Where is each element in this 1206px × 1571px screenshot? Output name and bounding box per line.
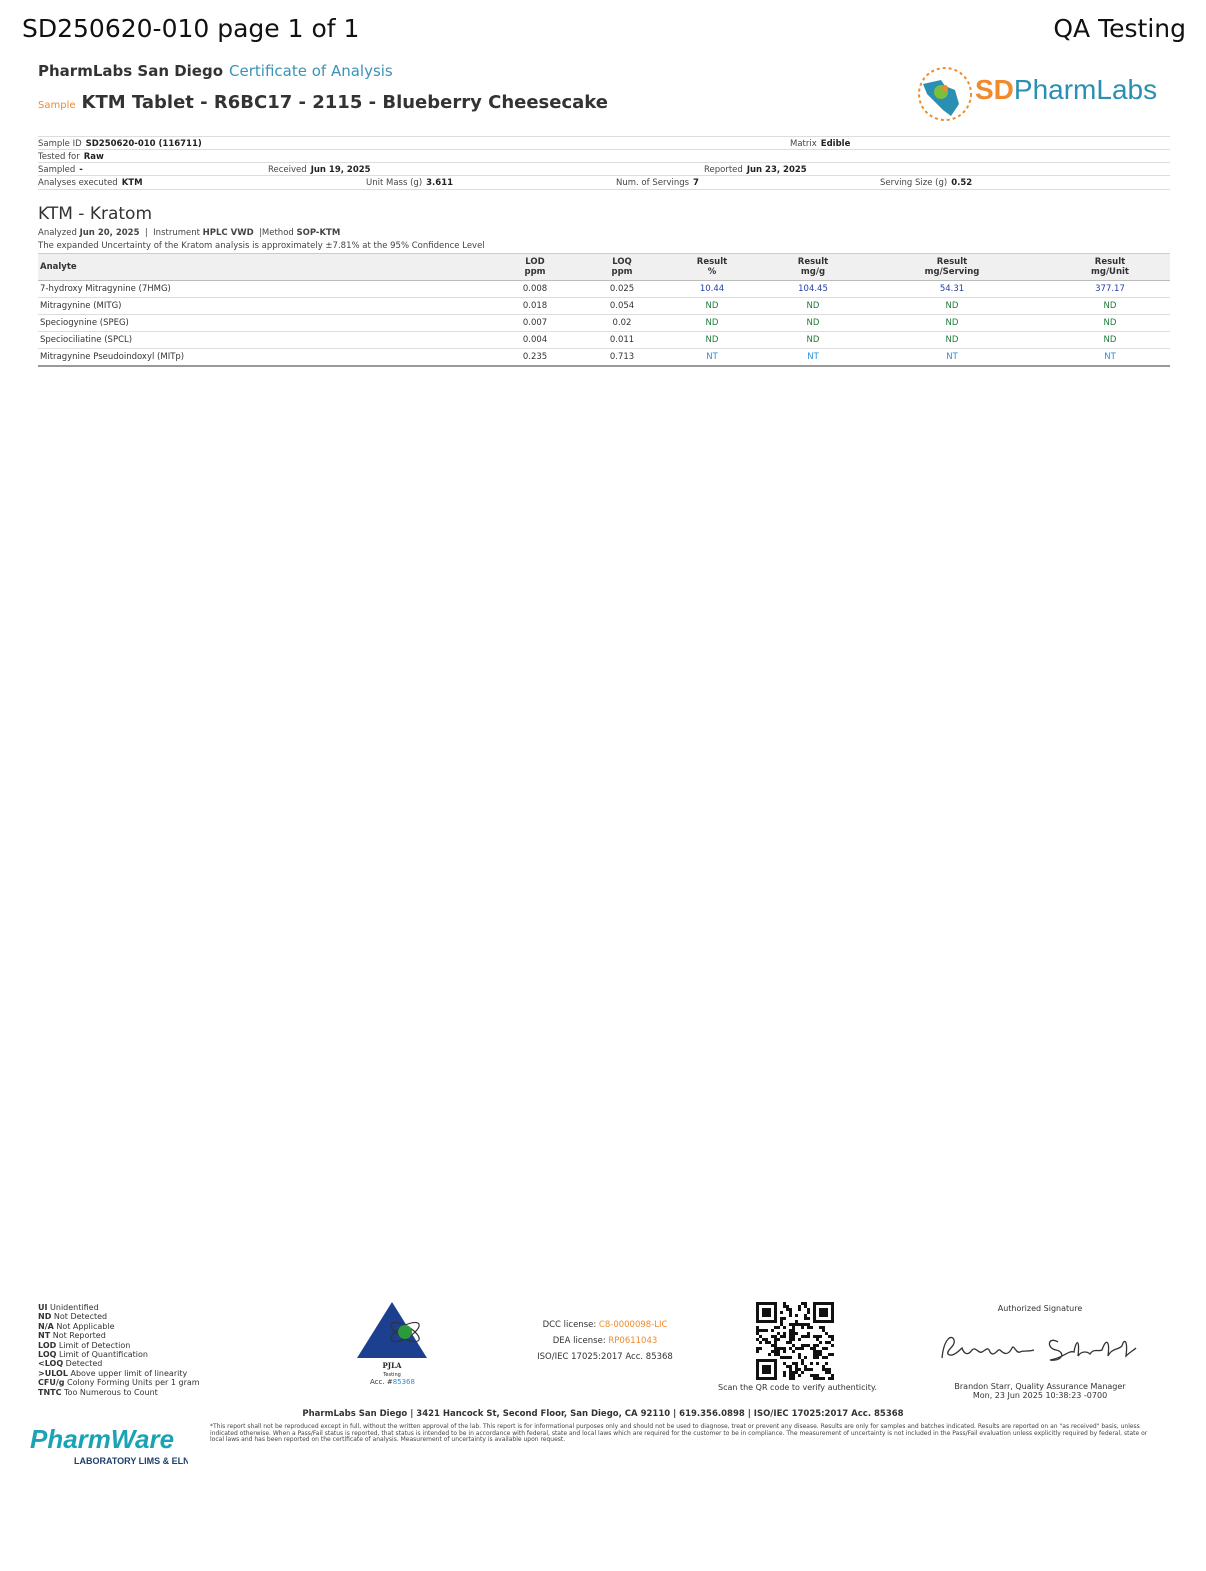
reported: Reported Jun 23, 2025 [704,165,807,175]
result-mgg-cell: NT [772,349,854,367]
sample-tag: Sample [38,100,76,111]
num-servings: Num. of Servings 7 [616,178,699,188]
uncertainty-note: The expanded Uncertainty of the Kratom analysis is approximately ±7.81% at the 95% Confidence Level [38,241,485,251]
lod-cell: 0.008 [478,281,592,298]
legend-abbr: TNTC [38,1387,62,1397]
legend-text: Limit of Detection [58,1340,131,1350]
col-result-mgunit: Result mg/Unit [1050,254,1170,281]
signer-info [930,1382,1150,1400]
sample-name: KTM Tablet - R6BC17 - 2115 - Blueberry Cheesecake [81,92,608,113]
results-table [38,253,1170,367]
result-mgunit-cell: ND [1050,332,1170,349]
legend-abbr: CFU/g [38,1378,65,1388]
legend-abbr: >ULOL [38,1368,68,1378]
disclaimer: *This report shall not be reproduced except in full, without the written approval of the lab. This report is for informational purposes only and should not be used to diagnose, treat or prevent any disease. Results are only for samples and batches indicated. Results are reported on an "as received" basis, unless indicated otherwise. When a Pass/Fail status is reported, that status is intended to be in accordance with federal, state and local laws which are required for the customer to be in compliance. The measurement of uncertainty is not included in the Pass/Fail evaluation unless explicitly required by federal, state or local laws and has been reported on the certificate of analysis. Measurement of uncertainty is available upon request. [210,1423,1148,1443]
analysis-details: Analyzed Jun 20, 2025 | Instrument HPLC VWD |Method SOP-KTM [38,228,341,238]
col-result-pct: Result % [652,254,772,281]
result-mgg-cell: ND [772,298,854,315]
tested-for: Tested for Raw [38,152,104,162]
sdpharmlabs-logo [915,64,1175,124]
loq-cell: 0.713 [592,349,652,367]
result-mgg-cell: ND [772,315,854,332]
col-analyte: Analyte [38,254,478,281]
sampled: Sampled - [38,165,83,175]
logo-wordmark [975,74,1157,106]
received: Received Jun 19, 2025 [268,165,371,175]
legend-abbr: NT [38,1331,51,1341]
legend-item [38,1388,200,1397]
result-mgserving-cell: 54.31 [854,281,1050,298]
pharmware-sub: LABORATORY LIMS & ELN [74,1456,188,1466]
result-mgg-cell: ND [772,332,854,349]
pjla-acc: Acc. #85368 [370,1378,415,1386]
handwritten-signature [938,1328,1138,1368]
legend-abbr: <LOQ [38,1359,64,1369]
loq-cell: 0.02 [592,315,652,332]
legend-abbr: ND [38,1312,52,1322]
table-row [38,298,1170,315]
info-row-1 [38,136,1170,150]
result-mgunit-cell: NT [1050,349,1170,367]
pjla-accreditation [355,1300,430,1390]
dcc-license: DCC license: C8-0000098-LIC [542,1320,668,1330]
loq-cell: 0.025 [592,281,652,298]
table-row [38,315,1170,332]
section-title: KTM - Kratom [38,204,153,224]
legend-item [38,1359,200,1368]
signature-icon [938,1328,1138,1368]
result-mgg-cell: 104.45 [772,281,854,298]
pjla-logo-icon [355,1300,430,1378]
result-mgserving-cell: ND [854,315,1050,332]
dea-license: DEA license: RP0611043 [552,1336,658,1346]
signed-timestamp: Mon, 23 Jun 2025 10:38:23 -0700 [972,1391,1108,1400]
sample-id: Sample ID SD250620-010 (116711) [38,139,202,149]
legend-item [38,1303,200,1312]
lod-cell: 0.018 [478,298,592,315]
pharmware-logo-icon [28,1418,188,1470]
legend-text: Unidentified [50,1303,99,1312]
result-mgunit-cell: 377.17 [1050,281,1170,298]
result-pct-cell: NT [652,349,772,367]
legend-item [38,1350,200,1359]
authorized-signature-label: Authorized Signature [997,1304,1083,1313]
col-result-mgg: Result mg/g [772,254,854,281]
serving-size: Serving Size (g) 0.52 [880,178,973,188]
lod-cell: 0.004 [478,332,592,349]
iso-accreditation: ISO/IEC 17025:2017 Acc. 85368 [537,1352,673,1362]
document-id: SD250620-010 page 1 of 1 [22,14,360,43]
result-mgunit-cell: ND [1050,315,1170,332]
table-row [38,332,1170,349]
legend-item [38,1369,200,1378]
legend-text: Not Applicable [56,1321,115,1331]
lab-name-text: PharmLabs San Diego [38,62,224,80]
legend-text: Limit of Quantification [58,1350,148,1360]
matrix: Matrix Edible [790,139,851,149]
analyte-cell: Mitragynine (MITG) [38,298,478,315]
analyses-executed: Analyses executed KTM [38,178,143,188]
result-mgserving-cell: ND [854,332,1050,349]
pjla-sub: Testing [383,1372,401,1378]
abbreviation-legend [38,1303,200,1397]
pharmware-wordmark: PharmWare [30,1424,175,1454]
legend-item [38,1378,200,1387]
qa-testing-title: QA Testing [1053,14,1186,43]
result-pct-cell: ND [652,315,772,332]
result-pct-cell: 10.44 [652,281,772,298]
logo-sd: SD [975,74,1014,105]
table-row [38,281,1170,298]
legend-abbr: LOQ [38,1350,57,1360]
info-row-2 [38,149,1170,163]
verification-qr-code[interactable] [756,1302,834,1380]
result-mgserving-cell: ND [854,298,1050,315]
lab-address: PharmLabs San Diego | 3421 Hancock St, Second Floor, San Diego, CA 92110 | 619.356.0898 | ISO/IEC 17025:2017 Acc. 85368 [302,1409,904,1419]
analyte-cell: 7-hydroxy Mitragynine (7HMG) [38,281,478,298]
sample-title [38,92,608,113]
table-header-row [38,254,1170,281]
table-row [38,349,1170,367]
licenses [520,1317,690,1365]
info-row-3 [38,162,1170,176]
legend-item [38,1341,200,1350]
california-globe-icon [915,64,973,124]
analyte-cell: Mitragynine Pseudoindoxyl (MITp) [38,349,478,367]
legend-text: Too Numerous to Count [64,1387,158,1397]
result-pct-cell: ND [652,298,772,315]
legend-text: Not Reported [52,1331,106,1341]
unit-mass: Unit Mass (g) 3.611 [366,178,454,188]
col-result-mgserving: Result mg/Serving [854,254,1050,281]
certificate-label: Certificate of Analysis [229,62,393,80]
info-row-4 [38,175,1170,190]
legend-item [38,1312,200,1321]
qr-code-icon [756,1302,834,1380]
lab-name [38,62,393,80]
legend-abbr: N/A [38,1321,54,1331]
lod-cell: 0.007 [478,315,592,332]
result-mgunit-cell: ND [1050,298,1170,315]
pjla-name: PJLA [382,1361,402,1370]
result-pct-cell: ND [652,332,772,349]
lod-cell: 0.235 [478,349,592,367]
analyte-cell: Speciogynine (SPEG) [38,315,478,332]
legend-item [38,1331,200,1340]
legend-abbr: UI [38,1303,48,1312]
result-mgserving-cell: NT [854,349,1050,367]
legend-abbr: LOD [38,1340,57,1350]
legend-text: Colony Forming Units per 1 gram [67,1378,200,1388]
legend-item [38,1322,200,1331]
logo-pharmlabs: PharmLabs [1013,74,1158,105]
col-loq: LOQ ppm [592,254,652,281]
pharmware-logo [28,1418,188,1470]
qr-caption: Scan the QR code to verify authenticity. [717,1383,878,1392]
signer-name: Brandon Starr, Quality Assurance Manager [954,1382,1126,1391]
analyte-cell: Speciociliatine (SPCL) [38,332,478,349]
legend-text: Detected [65,1359,103,1369]
legend-text: Not Detected [53,1312,108,1322]
loq-cell: 0.011 [592,332,652,349]
legend-text: Above upper limit of linearity [70,1368,188,1378]
loq-cell: 0.054 [592,298,652,315]
col-lod: LOD ppm [478,254,592,281]
